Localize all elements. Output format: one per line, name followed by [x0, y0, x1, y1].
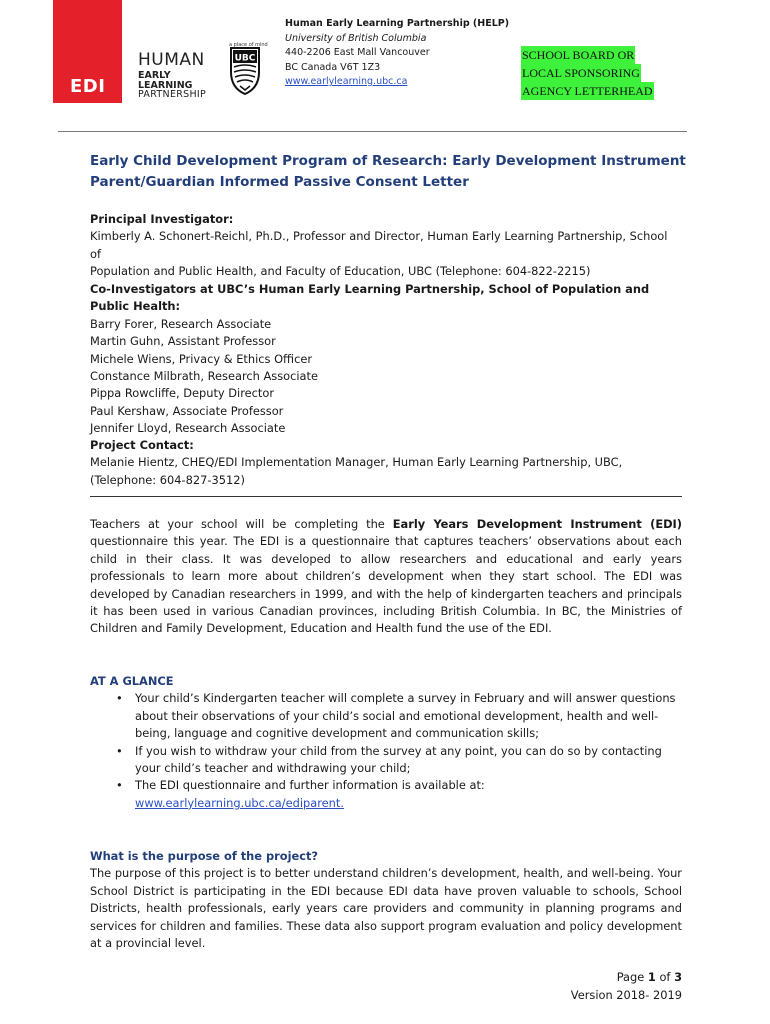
- purpose-heading: What is the purpose of the project?: [90, 849, 319, 863]
- pi-line2: Population and Public Health, and Faculty of Education, UBC (Telephone: 604-822-2215): [90, 264, 591, 279]
- coinv-name: Constance Milbrath, Research Associate: [90, 369, 318, 384]
- page-number: [571, 968, 682, 986]
- version-label: Version 2018- 2019: [570, 988, 682, 1002]
- list-item: [90, 777, 682, 812]
- intro-text-pre: Teachers at your school will be completing the: [90, 517, 393, 531]
- page-current: 1: [647, 970, 656, 984]
- pi-line1: Kimberly A. Schonert-Reichl, Ph.D., Professor and Director, Human Early Learning Partnership, School of: [90, 229, 668, 261]
- page-total: 3: [674, 970, 682, 984]
- list-item: [90, 690, 682, 742]
- contact-heading: Project Contact:: [90, 438, 194, 452]
- intro-paragraph: [90, 516, 682, 638]
- help-logo-line2: EARLY LEARNING: [138, 70, 193, 91]
- purpose-text: The purpose of this project is to better understand children’s development, health, and well-being. Your School District is participating in the EDI because EDI data have proven valuable to schools, School Districts, health professionals, early years care providers and community in planning programs and services for children and families. These data also support program evaluation and policy development at a provincial level.: [90, 866, 682, 951]
- bullet-icon: •: [116, 691, 123, 706]
- university-name: University of British Columbia: [285, 32, 427, 44]
- ubc-crest-icon: [228, 42, 262, 96]
- page-of: of: [655, 970, 675, 984]
- glance-item-text: If you wish to withdraw your child from the survey at any point, you can do so by contacting your child’s teacher and withdrawing your child;: [135, 743, 662, 776]
- ediparent-link[interactable]: www.earlylearning.ubc.ca/ediparent.: [135, 795, 344, 810]
- principal-investigator-section: [90, 211, 682, 281]
- bullet-icon: •: [116, 743, 123, 758]
- contact-line2: (Telephone: 604-827-3512): [90, 472, 245, 487]
- letterhead-line3: AGENCY LETTERHEAD: [522, 84, 653, 98]
- title-line2: Parent/Guardian Informed Passive Consent Letter: [90, 174, 469, 190]
- coinv-name: Barry Forer, Research Associate: [90, 316, 272, 331]
- header-divider: [58, 131, 687, 132]
- coinv-name: Pippa Rowcliffe, Deputy Director: [90, 386, 275, 401]
- intro-text-post: questionnaire this year. The EDI is a questionnaire that captures teachers’ observations about each child in their class. It was developed to allow researchers and educational and early years professionals to learn more about children’s development when they start school. The EDI was developed by Canadian researchers in 1999, and with the help of kindergarten teachers and principals it has been used in various Canadian provinces, including British Columbia. In BC, the Ministries of Children and Family Development, Education and Health fund the use of the EDI.: [90, 534, 682, 636]
- address-line1: 440-2206 East Mall Vancouver: [285, 47, 430, 58]
- letterhead-line2: LOCAL SPONSORING: [522, 66, 640, 80]
- co-investigators-section: [90, 281, 682, 438]
- edi-logo: [53, 0, 122, 103]
- edi-name-bold: Early Years Development Instrument (EDI): [392, 517, 682, 531]
- org-name: Human Early Learning Partnership (HELP): [285, 18, 510, 29]
- edi-logo-text: EDI: [70, 76, 106, 97]
- coinv-name: Paul Kershaw, Associate Professor: [90, 403, 284, 418]
- glance-item-text: The EDI questionnaire and further information is available at:: [135, 778, 485, 793]
- coinv-name: Martin Guhn, Assistant Professor: [90, 334, 276, 349]
- help-logo: [138, 52, 218, 100]
- bullet-icon: •: [116, 778, 123, 793]
- at-a-glance-section: [90, 673, 682, 812]
- list-item: [90, 743, 682, 778]
- contact-divider: [90, 496, 682, 497]
- help-address-block: [285, 17, 509, 90]
- coinv-name: Michele Wiens, Privacy & Ethics Officer: [90, 351, 313, 366]
- title-line1: Early Child Development Program of Research: Early Development Instrument: [90, 153, 686, 169]
- letterhead-placeholder: [521, 46, 654, 100]
- ubc-tagline: a place of mind: [229, 42, 268, 48]
- help-website-link[interactable]: www.earlylearning.ubc.ca: [285, 76, 408, 87]
- page-footer: [571, 968, 682, 1004]
- pi-heading: Principal Investigator:: [90, 212, 234, 226]
- letterhead-line1: SCHOOL BOARD OR: [522, 48, 635, 62]
- purpose-section: [90, 848, 682, 952]
- glance-item-text: Your child’s Kindergarten teacher will complete a survey in February and will answer questions about their observations of your child’s social and emotional development, health and well-being, language and cognitive development and communication skills;: [135, 691, 676, 741]
- page-title: [90, 151, 686, 193]
- help-logo-line1: HUMAN: [138, 50, 205, 70]
- help-logo-line3: PARTNERSHIP: [138, 89, 207, 100]
- project-contact-section: [90, 437, 682, 489]
- coinv-heading: Co-Investigators at UBC’s Human Early Learning Partnership, School of Population and Public Health:: [90, 282, 650, 314]
- glance-heading: AT A GLANCE: [90, 674, 174, 688]
- page-prefix: Page: [616, 970, 648, 984]
- ubc-crest-label: UBC: [234, 53, 256, 64]
- contact-line1: Melanie Hientz, CHEQ/EDI Implementation Manager, Human Early Learning Partnership, UBC,: [90, 455, 623, 470]
- glance-list: [90, 690, 682, 812]
- coinv-name: Jennifer Lloyd, Research Associate: [90, 421, 286, 436]
- address-line2: BC Canada V6T 1Z3: [285, 61, 381, 73]
